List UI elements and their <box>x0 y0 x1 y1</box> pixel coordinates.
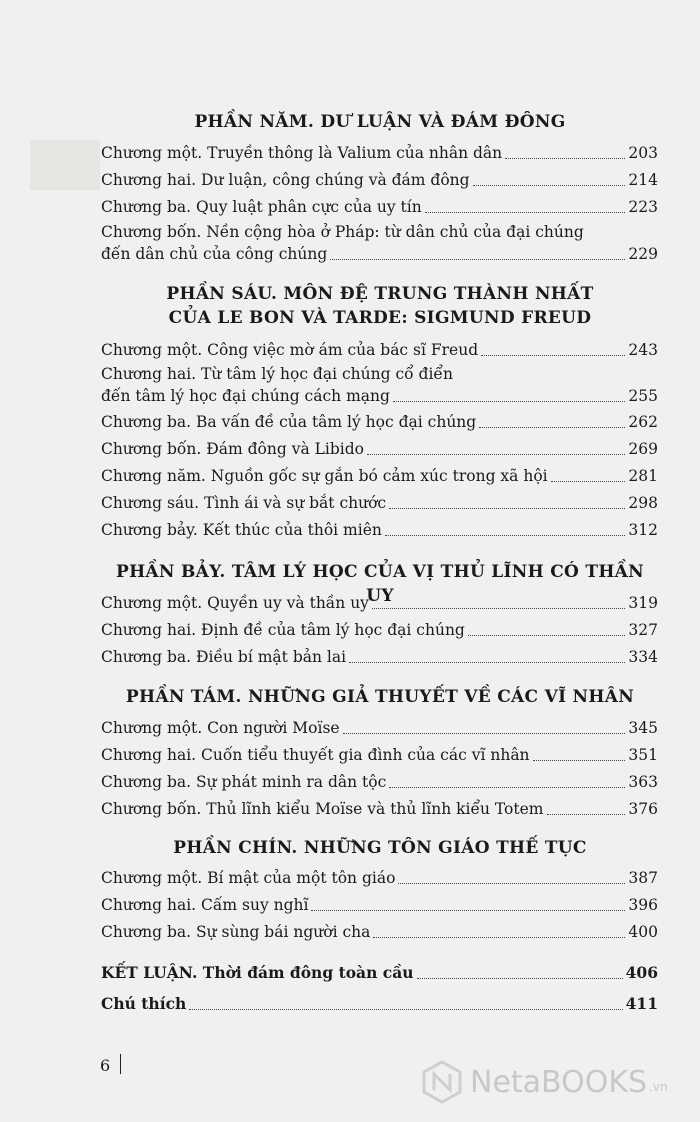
dot-leader <box>330 259 625 260</box>
watermark-logo <box>420 1060 668 1104</box>
watermark-brand: NetaBOOKS <box>470 1064 648 1100</box>
entry-label: Chương hai. Cuốn tiểu thuyết gia đình của các vĩ nhân <box>101 746 530 764</box>
toc-entry[interactable] <box>101 438 658 460</box>
page-number: 387 <box>628 869 658 887</box>
entry-label: Chương ba. Quy luật phân cực của uy tín <box>101 198 422 216</box>
dot-leader <box>481 355 625 356</box>
section-title: PHẦN BẢY. TÂM LÝ HỌC CỦA VỊ THỦ LĨNH CÓ THẦN UY <box>115 562 645 606</box>
dot-leader <box>372 608 625 609</box>
toc-entry-continuation <box>101 243 658 265</box>
entry-label: Chương ba. Sự phát minh ra dân tộc <box>101 773 387 791</box>
entry-label-line1: Chương hai. Từ tâm lý học đại chúng cổ điển <box>101 365 453 383</box>
dot-leader <box>393 401 625 402</box>
dot-leader <box>417 978 623 979</box>
toc-entry[interactable] <box>101 646 658 668</box>
entry-label: Chương hai. Định đề của tâm lý học đại chúng <box>101 621 465 639</box>
page-number: 262 <box>628 413 658 431</box>
page-number: 319 <box>628 594 658 612</box>
entry-label: Chương ba. Ba vấn đề của tâm lý học đại chúng <box>101 413 477 431</box>
page-number: 312 <box>628 521 658 539</box>
toc-entry-conclusion[interactable] <box>101 962 658 984</box>
dot-leader <box>373 937 625 938</box>
page-number: 406 <box>625 963 658 982</box>
dot-leader <box>479 427 625 428</box>
page-number: 223 <box>628 198 658 216</box>
toc-entry[interactable] <box>101 894 658 916</box>
folio-number: 6 <box>100 1056 111 1075</box>
section-title-line2: CỦA LE BON VÀ TARDE: SIGMUND FREUD <box>168 308 592 328</box>
toc-entry[interactable] <box>101 717 658 739</box>
page-number: 400 <box>628 923 658 941</box>
entry-label: Chương ba. Sự sùng bái người cha <box>101 923 371 941</box>
dot-leader <box>468 635 626 636</box>
dot-leader <box>367 454 625 455</box>
dot-leader <box>389 508 625 509</box>
page-number: 376 <box>628 800 658 818</box>
toc-entry[interactable] <box>101 339 658 361</box>
entry-label: Chương một. Bí mật của một tôn giáo <box>101 869 396 887</box>
entry-label: Chương một. Con người Moïse <box>101 719 340 737</box>
entry-label: đến dân chủ của công chúng <box>101 245 328 263</box>
entry-label: Chương một. Quyền uy và thần uy <box>101 594 369 612</box>
toc-entry[interactable] <box>101 867 658 889</box>
toc-entry[interactable] <box>101 619 658 641</box>
dot-leader <box>343 733 626 734</box>
entry-label: KẾT LUẬN. Thời đám đông toàn cầu <box>101 963 414 982</box>
page-number: 327 <box>628 621 658 639</box>
page-number: 229 <box>628 245 658 263</box>
toc-entry[interactable] <box>101 519 658 541</box>
toc-entry[interactable] <box>101 921 658 943</box>
entry-label: đến tâm lý học đại chúng cách mạng <box>101 387 390 405</box>
toc-entry[interactable] <box>101 771 658 793</box>
toc-entry[interactable] <box>101 744 658 766</box>
section-title: PHẦN TÁM. NHỮNG GIẢ THUYẾT VỀ CÁC VĨ NHÂN <box>125 687 635 707</box>
netabooks-logo-icon <box>420 1060 464 1104</box>
entry-label: Chương ba. Điều bí mật bản lai <box>101 648 347 666</box>
toc-entry[interactable] <box>101 142 658 164</box>
bleed-through-shade <box>30 140 100 190</box>
dot-leader <box>349 662 625 663</box>
page-number: 345 <box>628 719 658 737</box>
toc-entry[interactable] <box>101 798 658 820</box>
entry-label: Chương năm. Nguồn gốc sự gắn bó cảm xúc trong xã hội <box>101 467 548 485</box>
toc-entry-continuation <box>101 385 658 407</box>
entry-label: Chương bốn. Thủ lĩnh kiểu Moïse và thủ lĩnh kiểu Totem <box>101 800 544 818</box>
toc-entry[interactable] <box>101 411 658 433</box>
page-number: 281 <box>628 467 658 485</box>
dot-leader <box>551 481 626 482</box>
entry-label: Chương bảy. Kết thúc của thôi miên <box>101 521 382 539</box>
dot-leader <box>311 910 625 911</box>
dot-leader <box>425 212 626 213</box>
page-number: 243 <box>628 341 658 359</box>
page-number: 363 <box>628 773 658 791</box>
entry-label: Chương hai. Cấm suy nghĩ <box>101 896 309 914</box>
section-title: PHẦN CHÍN. NHỮNG TÔN GIÁO THẾ TỤC <box>173 838 587 858</box>
entry-label: Chương bốn. Đám đông và Libido <box>101 440 365 458</box>
page-number: 396 <box>628 896 658 914</box>
entry-label-line1: Chương bốn. Nền cộng hòa ở Pháp: từ dân chủ của đại chúng <box>101 223 584 241</box>
watermark-suffix: .vn <box>649 1080 668 1094</box>
page-number: 269 <box>628 440 658 458</box>
page-number: 351 <box>628 746 658 764</box>
toc-entry[interactable] <box>101 492 658 514</box>
dot-leader <box>547 814 626 815</box>
dot-leader <box>398 883 625 884</box>
page-number: 203 <box>628 144 658 162</box>
page-number: 298 <box>628 494 658 512</box>
toc-entry[interactable] <box>101 465 658 487</box>
entry-label: Chương sáu. Tình ái và sự bắt chước <box>101 494 387 512</box>
entry-label: Chương hai. Dư luận, công chúng và đám đông <box>101 171 470 189</box>
toc-entry[interactable] <box>101 592 658 614</box>
page-number: 334 <box>628 648 658 666</box>
folio-divider <box>120 1054 121 1074</box>
dot-leader <box>385 535 626 536</box>
page-number: 255 <box>628 387 658 405</box>
section-title: PHẦN SÁU. MÔN ĐỆ TRUNG THÀNH NHẤT <box>166 284 594 304</box>
dot-leader <box>473 185 626 186</box>
toc-entry-notes[interactable] <box>101 993 658 1015</box>
dot-leader <box>189 1009 622 1010</box>
page-number: 214 <box>628 171 658 189</box>
toc-entry[interactable] <box>101 169 658 191</box>
page-number: 411 <box>625 994 658 1013</box>
dot-leader <box>505 158 625 159</box>
toc-entry[interactable] <box>101 196 658 218</box>
entry-label: Chú thích <box>101 994 187 1013</box>
dot-leader <box>533 760 626 761</box>
section-title: PHẦN NĂM. DƯ LUẬN VÀ ĐÁM ĐÔNG <box>194 112 566 132</box>
dot-leader <box>389 787 625 788</box>
entry-label: Chương một. Truyền thông là Valium của nhân dân <box>101 144 503 162</box>
entry-label: Chương một. Công việc mờ ám của bác sĩ Freud <box>101 341 479 359</box>
